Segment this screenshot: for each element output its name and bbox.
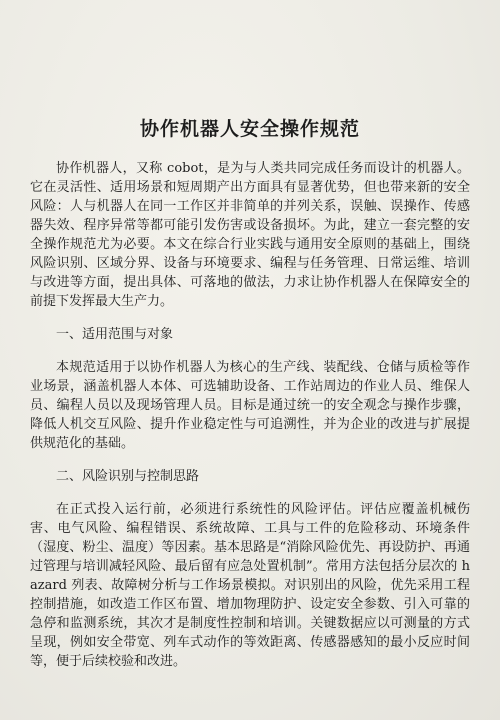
section-1-paragraph: 本规范适用于以协作机器人为核心的生产线、装配线、仓储与质检等作业场景，涵盖机器人本体、可选辅助设备、工作站周边的作业人员、维保人员、编程人员以及现场管理人员。目标是通过统一的安全观念与操作步骤，降低人机交互风险、提升作业稳定性与可追溯性，并为企业的改进与扩展提供规范化的基础。 [30,360,470,451]
section-1-heading: 一、适用范围与对象 [56,327,174,342]
document-title: 协作机器人安全操作规范 [139,118,360,140]
section-2-heading: 二、风险识别与控制思路 [56,469,200,484]
intro-paragraph: 协作机器人，又称 cobot，是为与人类共同完成任务而设计的机器人。它在灵活性、适用场景和短周期产出方面具有显著优势，但也带来新的安全风险：人与机器人在同一工作区并非简单的并列关系，误触、误操作、传感器失效、程序异常等都可能引发伤害或设备损坏。为此，建立一套完整的安全操作规范尤为必要。本文在综合行业实践与通用安全原则的基础上，围绕风险识别、区域分界、设备与环境要求、编程与任务管理、日常运维、培训与改进等方面，提出具体、可落地的做法，力求让协作机器人在保障安全的前提下发挥最大生产力。 [30,161,470,309]
section-2-paragraph: 在正式投入运行前，必须进行系统性的风险评估。评估应覆盖机械伤害、电气风险、编程错误、系统故障、工具与工件的危险移动、环境条件（湿度、粉尘、温度）等因素。基本思路是“消除风险优先、再设防护、再通过管理与培训减轻风险、最后留有应急处置机制”。常用方法包括分层次的 hazard 列表、故障树分析与工作场景模拟。对识别出的风险，优先采用工程控制措施，如改造工作区布置、增加物理防护、设定安全参数、引入可靠的急停和监测系统，其次才是制度性控制和培训。关键数据应以可测量的方式呈现，例如安全带宽、列车式动作的等效距离、传感器感知的最小反应时间等，便于后续校验和改进。 [30,502,470,669]
